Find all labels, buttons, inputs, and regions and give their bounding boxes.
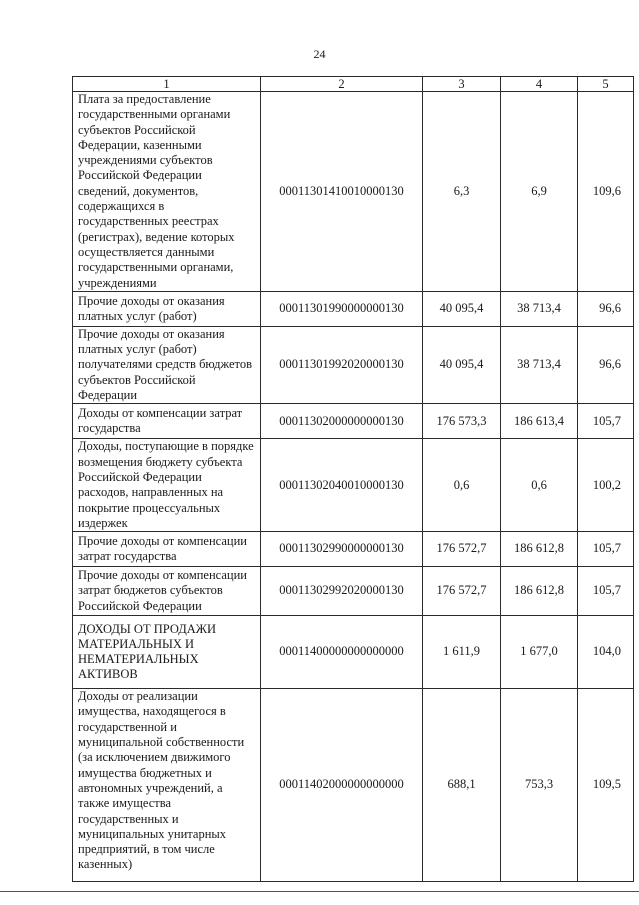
table-row bbox=[73, 439, 634, 532]
table-row bbox=[73, 689, 634, 882]
row-value-col5: 105,7 bbox=[578, 567, 634, 616]
revenue-table bbox=[72, 76, 634, 882]
row-value-col5: 109,6 bbox=[578, 92, 634, 292]
page-number: 24 bbox=[313, 47, 326, 61]
column-header: 5 bbox=[578, 77, 634, 92]
row-value-col5: 96,6 bbox=[578, 291, 634, 326]
row-code: 00011402000000000000 bbox=[261, 689, 423, 882]
row-value-col3: 40 095,4 bbox=[423, 291, 501, 326]
table-row bbox=[73, 532, 634, 567]
row-code: 00011302990000000130 bbox=[261, 532, 423, 567]
row-value-col3: 6,3 bbox=[423, 92, 501, 292]
row-value-col5: 104,0 bbox=[578, 616, 634, 689]
table-header-row bbox=[73, 77, 634, 92]
column-header: 3 bbox=[423, 77, 501, 92]
row-value-col3: 176 572,7 bbox=[423, 567, 501, 616]
row-name: ДОХОДЫ ОТ ПРОДАЖИ МАТЕРИАЛЬНЫХ И НЕМАТЕРИАЛЬНЫХ АКТИВОВ bbox=[73, 616, 261, 689]
row-value-col4: 38 713,4 bbox=[501, 326, 578, 403]
row-code: 00011301410010000130 bbox=[261, 92, 423, 292]
row-code: 00011302040010000130 bbox=[261, 439, 423, 532]
row-value-col3: 1 611,9 bbox=[423, 616, 501, 689]
table-row bbox=[73, 567, 634, 616]
row-value-col4: 186 612,8 bbox=[501, 532, 578, 567]
row-value-col4: 186 612,8 bbox=[501, 567, 578, 616]
row-value-col3: 688,1 bbox=[423, 689, 501, 882]
row-value-col3: 40 095,4 bbox=[423, 326, 501, 403]
row-value-col5: 105,7 bbox=[578, 532, 634, 567]
row-value-col3: 176 572,7 bbox=[423, 532, 501, 567]
table-row bbox=[73, 92, 634, 292]
row-value-col3: 0,6 bbox=[423, 439, 501, 532]
row-value-col5: 96,6 bbox=[578, 326, 634, 403]
row-value-col4: 6,9 bbox=[501, 92, 578, 292]
row-value-col4: 38 713,4 bbox=[501, 291, 578, 326]
table-row bbox=[73, 326, 634, 403]
row-value-col3: 176 573,3 bbox=[423, 404, 501, 439]
row-name: Плата за предоставление государственными органами субъектов Российской Федерации, казенными учреждениями субъектов Российской Федерации сведений, документов, содержащихся в государственных реестрах (регистрах), ведение которых осуществляется данными государственными органами, учреждениями bbox=[73, 92, 261, 292]
row-code: 00011301992020000130 bbox=[261, 326, 423, 403]
row-value-col5: 100,2 bbox=[578, 439, 634, 532]
row-name: Прочие доходы от оказания платных услуг (работ) bbox=[73, 291, 261, 326]
row-name: Прочие доходы от компенсации затрат бюджетов субъектов Российской Федерации bbox=[73, 567, 261, 616]
row-name: Доходы, поступающие в порядке возмещения бюджету субъекта Российской Федерации расходов, направленных на покрытие процессуальных издержек bbox=[73, 439, 261, 532]
row-name: Прочие доходы от компенсации затрат государства bbox=[73, 532, 261, 567]
row-value-col4: 753,3 bbox=[501, 689, 578, 882]
column-header: 4 bbox=[501, 77, 578, 92]
row-value-col4: 186 613,4 bbox=[501, 404, 578, 439]
row-value-col4: 0,6 bbox=[501, 439, 578, 532]
table-row bbox=[73, 616, 634, 689]
column-header: 2 bbox=[261, 77, 423, 92]
row-name: Доходы от реализации имущества, находящегося в государственной и муниципальной собственности (за исключением движимого имущества бюджетных и автономных учреждений, а также имущества государственных и муниципальных унитарных предприятий, в том числе казенных) bbox=[73, 689, 261, 882]
row-code: 00011301990000000130 bbox=[261, 291, 423, 326]
row-code: 00011302992020000130 bbox=[261, 567, 423, 616]
page-bottom-rule bbox=[0, 891, 639, 892]
row-value-col5: 109,5 bbox=[578, 689, 634, 882]
row-name: Прочие доходы от оказания платных услуг (работ) получателями средств бюджетов субъектов Российской Федерации bbox=[73, 326, 261, 403]
row-code: 00011400000000000000 bbox=[261, 616, 423, 689]
row-code: 00011302000000000130 bbox=[261, 404, 423, 439]
row-name: Доходы от компенсации затрат государства bbox=[73, 404, 261, 439]
column-header: 1 bbox=[73, 77, 261, 92]
row-value-col5: 105,7 bbox=[578, 404, 634, 439]
table-row bbox=[73, 291, 634, 326]
table-row bbox=[73, 404, 634, 439]
row-value-col4: 1 677,0 bbox=[501, 616, 578, 689]
